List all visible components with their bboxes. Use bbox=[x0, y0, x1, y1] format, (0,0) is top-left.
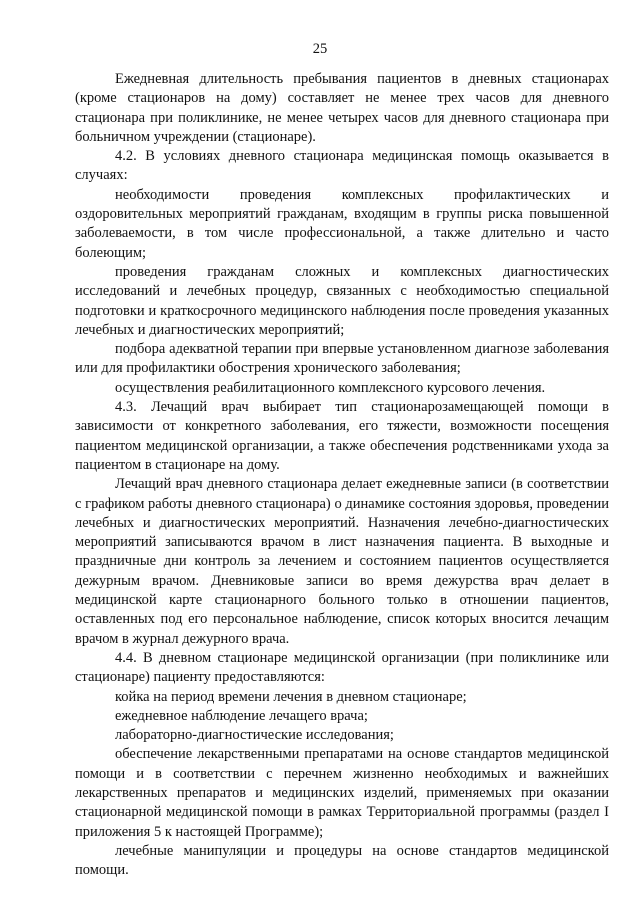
paragraph-4-3: 4.3. Лечащий врач выбирает тип стационарозамещающей помощи в зависимости от конкретного заболевания, его тяжести, возможности посещения пациентом медицинской организации, а также обеспечения родственниками ухода за пациентом в стационаре на дому. bbox=[75, 399, 609, 473]
paragraph-observation: ежедневное наблюдение лечащего врача; bbox=[115, 707, 368, 724]
paragraph-procedures: лечебные манипуляции и процедуры на основе стандартов медицинской помощи. bbox=[75, 842, 609, 879]
paragraph-medications: обеспечение лекарственными препаратами на основе стандартов медицинской помощи и в соответствии с перечнем жизненно необходимых и важнейших лекарственных препаратов и медицинских изделий, применяемых при оказании стационарной медицинской помощи в рамках Территориальной программы (раздел I приложения 5 к настоящей Программе); bbox=[75, 746, 609, 840]
paragraph-daily-duration: Ежедневная длительность пребывания пациентов в дневных стационарах (кроме стационаров на дому) составляет не менее трех часов для дневного стационара при поликлинике, не менее четырех часов для дневного стационара при больничном учреждении (стационаре). bbox=[75, 71, 609, 145]
paragraph-preventive-measures: необходимости проведения комплексных профилактических и оздоровительных мероприятий гражданам, входящим в группы риска повышенной заболеваемости, в том числе профессиональной, а также длительно и часто болеющим; bbox=[75, 186, 609, 261]
paragraph-lab-diagnostics: лабораторно-диагностические исследования; bbox=[115, 727, 394, 744]
page-number: 25 bbox=[312, 41, 328, 57]
paragraph-bed: койка на период времени лечения в дневном стационаре; bbox=[115, 688, 467, 705]
paragraph-daily-records: Лечащий врач дневного стационара делает ежедневные записи (в соответствии с графиком работы дневного стационара) о динамике состояния здоровья, проведении лечебных и диагностических мероприятий. Назначения лечебно-диагностических мероприятий записываются врачом в лист назначения пациента. В выходные и праздничные дни контроль за лечением и состоянием пациентов осуществляется дежурным врачом. Дневниковые записи во время дежурства врач делает в медицинской карте стационарного больного только в отношении пациентов, оставленных под его персональное наблюдение, список которых вносится лечащим врачом в журнал дежурного врача. bbox=[75, 476, 609, 647]
paragraph-diagnostic-studies: проведения гражданам сложных и комплексных диагностических исследований и лечебных процедур, связанных с необходимостью специальной подготовки и краткосрочного медицинского наблюдения после проведения указанных лечебных и диагностических мероприятий; bbox=[75, 263, 609, 338]
paragraph-therapy-selection: подбора адекватной терапии при впервые установленном диагнозе заболевания или для профилактики обострения хронического заболевания; bbox=[75, 341, 609, 377]
document-body bbox=[75, 70, 609, 880]
paragraph-4-2-intro: 4.2. В условиях дневного стационара медицинская помощь оказывается в случаях: bbox=[75, 148, 609, 184]
paragraph-rehabilitation: осуществления реабилитационного комплексного курсового лечения. bbox=[115, 379, 546, 396]
paragraph-4-4-intro: 4.4. В дневном стационаре медицинской организации (при поликлинике или стационаре) пациенту предоставляются: bbox=[75, 649, 609, 686]
